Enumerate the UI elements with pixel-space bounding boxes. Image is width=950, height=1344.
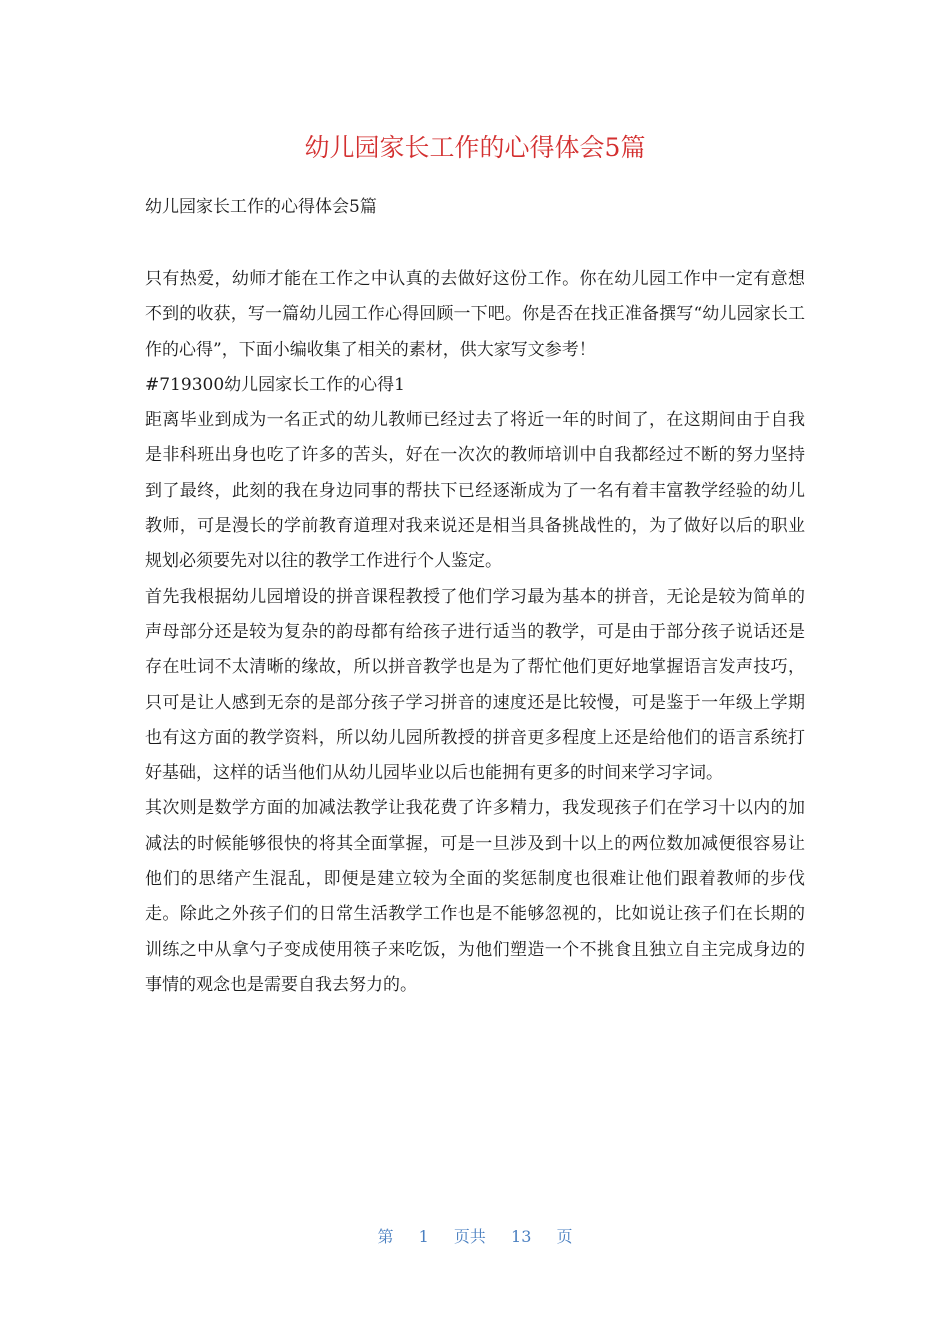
footer-total-pages: 13 [511,1227,532,1246]
section-heading: #719300幼儿园家长工作的心得1 [145,374,405,395]
footer-prefix: 第 [377,1227,394,1246]
footer-mid: 页共 [453,1227,486,1246]
paragraph-intro: 只有热爱，幼师才能在工作之中认真的去做好这份工作。你在幼儿园工作中一定有意想不到的收获，写一篇幼儿园工作心得回顾一下吧。你是否在找正准备撰写“幼儿园家长工作的心得”，下面小编收集了相关的素材，供大家写文参考！ [145,269,805,360]
paragraph: 其次则是数学方面的加减法教学让我花费了许多精力，我发现孩子们在学习十以内的加减法的时候能够很快的将其全面掌握，可是一旦涉及到十以上的两位数加减便很容易让他们的思绪产生混乱，即便是建立较为全面的奖惩制度也很难让他们跟着教师的步伐走。除此之外孩子们的日常生活教学工作也是不能够忽视的，比如说让孩子们在长期的训练之中从拿勺子变成使用筷子来吃饭，为他们塑造一个不挑食且独立自主完成身边的事情的观念也是需要自我去努力的。 [145,798,805,995]
paragraph: 首先我根据幼儿园增设的拼音课程教授了他们学习最为基本的拼音，无论是较为简单的声母部分还是较为复杂的韵母都有给孩子进行适当的教学，可是由于部分孩子说话还是存在吐词不太清晰的缘故，所以拼音教学也是为了帮忙他们更好地掌握语言发声技巧，只可是让人感到无奈的是部分孩子学习拼音的速度还是比较慢，可是鉴于一年级上学期也有这方面的教学资料，所以幼儿园所教授的拼音更多程度上还是给他们的语言系统打好基础，这样的话当他们从幼儿园毕业以后也能拥有更多的时间来学习字词。 [145,586,805,784]
document-title: 幼儿园家长工作的心得体会5篇 [304,133,646,162]
paragraph: 距离毕业到成为一名正式的幼儿教师已经过去了将近一年的时间了，在这期间由于自我是非科班出身也吃了许多的苦头，好在一次次的教师培训中自我都经过不断的努力坚持到了最终，此刻的我在身边同事的帮扶下已经逐渐成为了一名有着丰富教学经验的幼儿教师，可是漫长的学前教育道理对我来说还是相当具备挑战性的，为了做好以后的职业规划必须要先对以往的教学工作进行个人鉴定。 [145,410,805,572]
document-body [145,262,805,1003]
footer-suffix: 页 [556,1227,573,1246]
page-footer [0,1225,950,1249]
document-subtitle: 幼儿园家长工作的心得体会5篇 [145,197,377,217]
footer-page-number: 1 [418,1227,429,1246]
